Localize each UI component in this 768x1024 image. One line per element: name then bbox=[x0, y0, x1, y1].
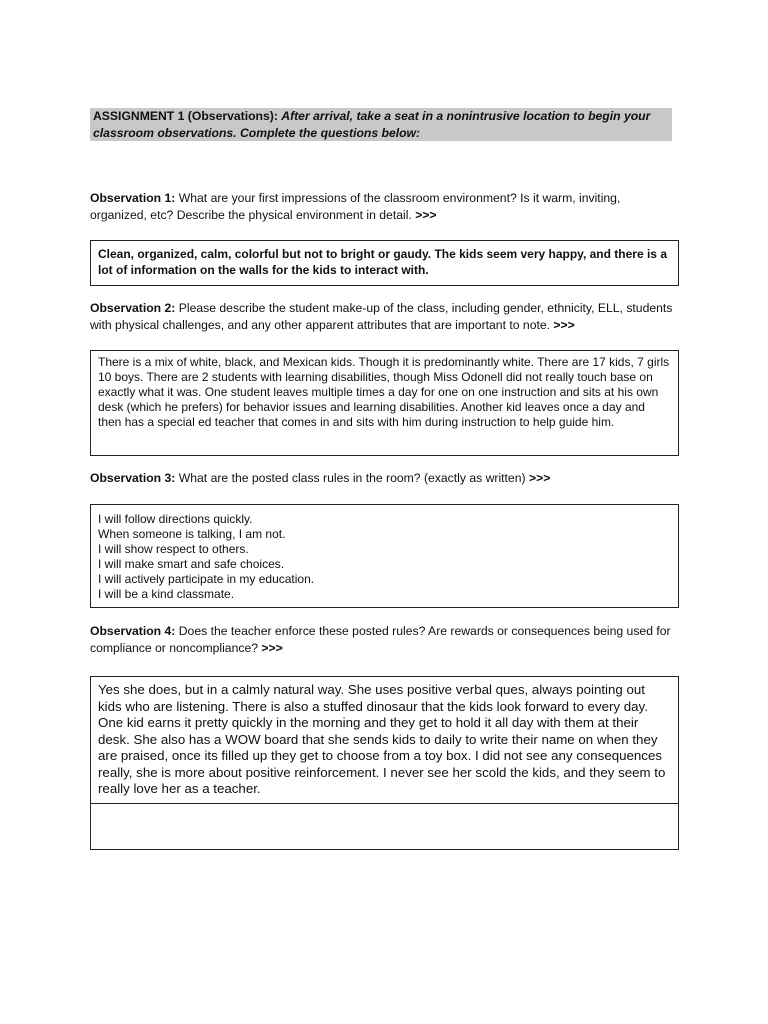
observation-2-text: Please describe the student make-up of the class, including gender, ethnicity, ELL, students with physical challenges, and any other apparent attributes that are important to note. bbox=[90, 301, 673, 332]
assignment-instruction: After arrival, take a seat in a nonintrusive location to begin your classroom observations. Complete the questions below: bbox=[93, 109, 651, 140]
observation-4-text: Does the teacher enforce these posted rules? Are rewards or consequences being used for compliance or noncompliance? bbox=[90, 624, 671, 655]
observation-2-arrows: >>> bbox=[553, 318, 575, 332]
observation-4-empty-row[interactable] bbox=[90, 803, 679, 850]
observation-1-answer[interactable]: Clean, organized, calm, colorful but not to bright or gaudy. The kids seem very happy, and there is a lot of information on the walls for the kids to interact with. bbox=[90, 240, 679, 286]
observation-3-text: What are the posted class rules in the room? (exactly as written) bbox=[178, 471, 526, 485]
observation-1-label: Observation 1: bbox=[90, 191, 176, 205]
observation-2-label: Observation 2: bbox=[90, 301, 176, 315]
observation-2-question bbox=[90, 300, 678, 334]
assignment-header bbox=[90, 108, 672, 141]
observation-3-arrows: >>> bbox=[528, 471, 551, 485]
observation-4-question bbox=[90, 623, 678, 657]
observation-1-text: What are your first impressions of the classroom environment? Is it warm, inviting, organized, etc? Describe the physical environment in detail. bbox=[90, 191, 621, 222]
observation-3-answer[interactable]: I will follow directions quickly. When someone is talking, I am not. I will show respect to others. I will make smart and safe choices. I will actively participate in my education. I will be a kind classmate. bbox=[90, 504, 679, 608]
observation-4-arrows: >>> bbox=[261, 641, 283, 655]
observation-1-arrows: >>> bbox=[415, 208, 437, 222]
observation-3-label: Observation 3: bbox=[90, 471, 176, 485]
observation-3-question bbox=[90, 470, 678, 487]
observation-4-label: Observation 4: bbox=[90, 624, 176, 638]
observation-2-answer[interactable]: There is a mix of white, black, and Mexican kids. Though it is predominantly white. There are 17 kids, 7 girls 10 boys. There are 2 students with learning disabilities, though Miss Odonell did not really touch base on exactly what it was. One student leaves multiple times a day for one on one instruction and sits at his own desk (which he prefers) for behavior issues and learning disabilities. Another kid leaves once a day and then has a special ed teacher that comes in and sits with him during instruction to help guide him. bbox=[90, 350, 679, 456]
assignment-label: ASSIGNMENT 1 (Observations): bbox=[93, 109, 278, 123]
observation-1-question bbox=[90, 190, 678, 224]
observation-4-answer[interactable]: Yes she does, but in a calmly natural way. She uses positive verbal ques, always pointing out kids who are listening. There is also a stuffed dinosaur that the kids look forward to every day. One kid earns it pretty quickly in the morning and they get to hold it all day with them at their desk. She also has a WOW board that she sends kids to daily to write their name on when they are praised, once its filled up they get to choose from a toy box. I did not see any consequences really, she is more about positive reinforcement. I never see her scold the kids, and they seem to really love her as a teacher. bbox=[90, 676, 679, 804]
